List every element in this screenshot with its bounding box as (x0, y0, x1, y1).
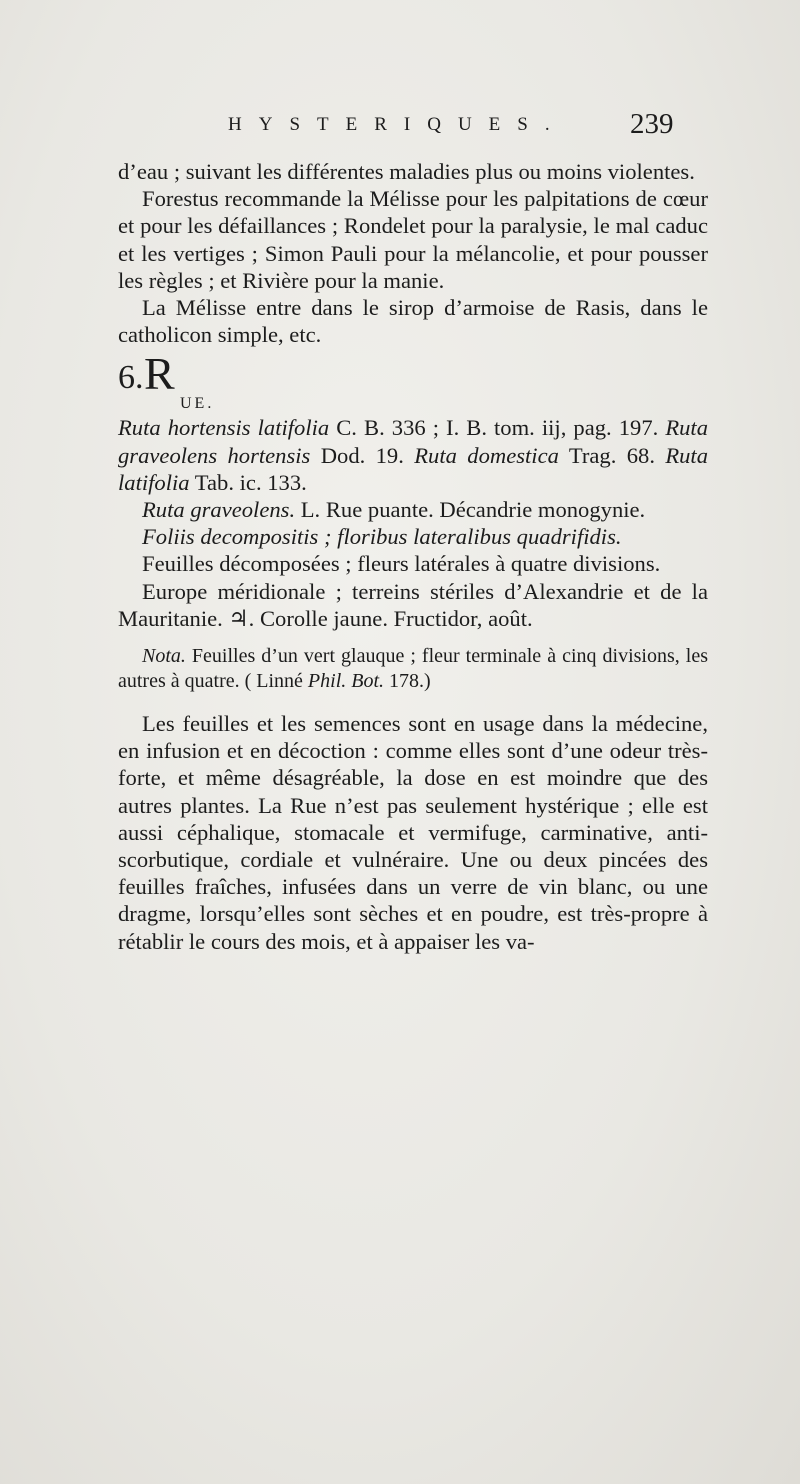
section-title-rest: UE. (180, 395, 215, 413)
running-head: HYSTERIQUES. (228, 114, 567, 135)
nota-paragraph (118, 644, 708, 694)
synonym-reference: Dod. 19. (310, 442, 415, 468)
synonym-name: Ruta graveolens hortensis (118, 415, 709, 468)
synonyms-paragraph (118, 414, 708, 496)
nota-label: Nota. (142, 645, 186, 668)
linnaeus-paragraph (118, 496, 708, 523)
page-body (118, 158, 708, 955)
french-diagnosis: Feuilles décomposées ; fleurs latérales à quatre divisions. (142, 551, 661, 577)
synonym-reference: C. B. 336 ; I. B. tom. iij, pag. 197. (329, 415, 666, 441)
nota-text-end: 178.) (384, 670, 431, 693)
page-header (118, 108, 718, 148)
section-number: 6. (118, 359, 144, 397)
section-title-initial: R (144, 348, 175, 400)
page-number: 239 (630, 108, 674, 140)
nota-text: Feuilles d’un vert glauque ; fleur terminale à cinq divisions, les autres à quatre. ( Linné (118, 645, 708, 693)
paragraph-forestus: Forestus recommande la Mélisse pour les palpitations de cœur et pour les défaillances ; Rondelet pour la paralysie, le mal caduc et les vertiges ; Simon Pauli pour la mélancolie, et pour pousser les règles ; et Rivière pour la manie. (118, 186, 708, 293)
spacer (118, 694, 708, 710)
nota-citation: Phil. Bot. (307, 670, 385, 693)
synonym-name: Ruta domestica (414, 442, 559, 468)
linnaean-name: Ruta graveolens. (142, 497, 296, 523)
paragraph-usage: Les feuilles et les semences sont en usage dans la médecine, en infusion et en décoction : comme elles sont d’une odeur très-forte, et même désagréable, la dose en est moindre que des autres plantes. La Rue n’est pas seulement hystérique ; elle est aussi céphalique, stomacale et vermifuge, carminative, anti-scorbutique, cordiale et vulnéraire. Une ou deux pincées des feuilles fraîches, infusées dans un verre de vin blanc, ou une dragme, lorsqu’elles sont sèches et en poudre, est très-propre à rétablir le cours des mois, et à appaiser les va- (118, 711, 708, 954)
latin-diagnosis: Foliis decompositis ; floribus lateralibus quadrifidis. (142, 524, 622, 550)
synonym-name: Ruta hortensis latifolia (118, 415, 330, 441)
paragraph-continuation: d’eau ; suivant les différentes maladies plus ou moins violentes. (118, 159, 695, 184)
paragraph-melisse: La Mélisse entre dans le sirop d’armoise de Rasis, dans le catholicon simple, etc. (118, 295, 708, 348)
linnaean-class: L. Rue puante. Décandrie monogynie. (295, 497, 646, 523)
habitat-paragraph: Europe méridionale ; terreins stériles d’Alexandrie et de la Mauritanie. ♃. Corolle jaune. Fructidor, août. (118, 578, 708, 631)
synonym-reference: Tab. ic. 133. (189, 469, 307, 495)
spacer (118, 632, 708, 644)
synonym-name: Ruta latifolia (118, 442, 709, 495)
section-heading (118, 348, 708, 413)
synonym-reference: Trag. 68. (558, 442, 666, 468)
